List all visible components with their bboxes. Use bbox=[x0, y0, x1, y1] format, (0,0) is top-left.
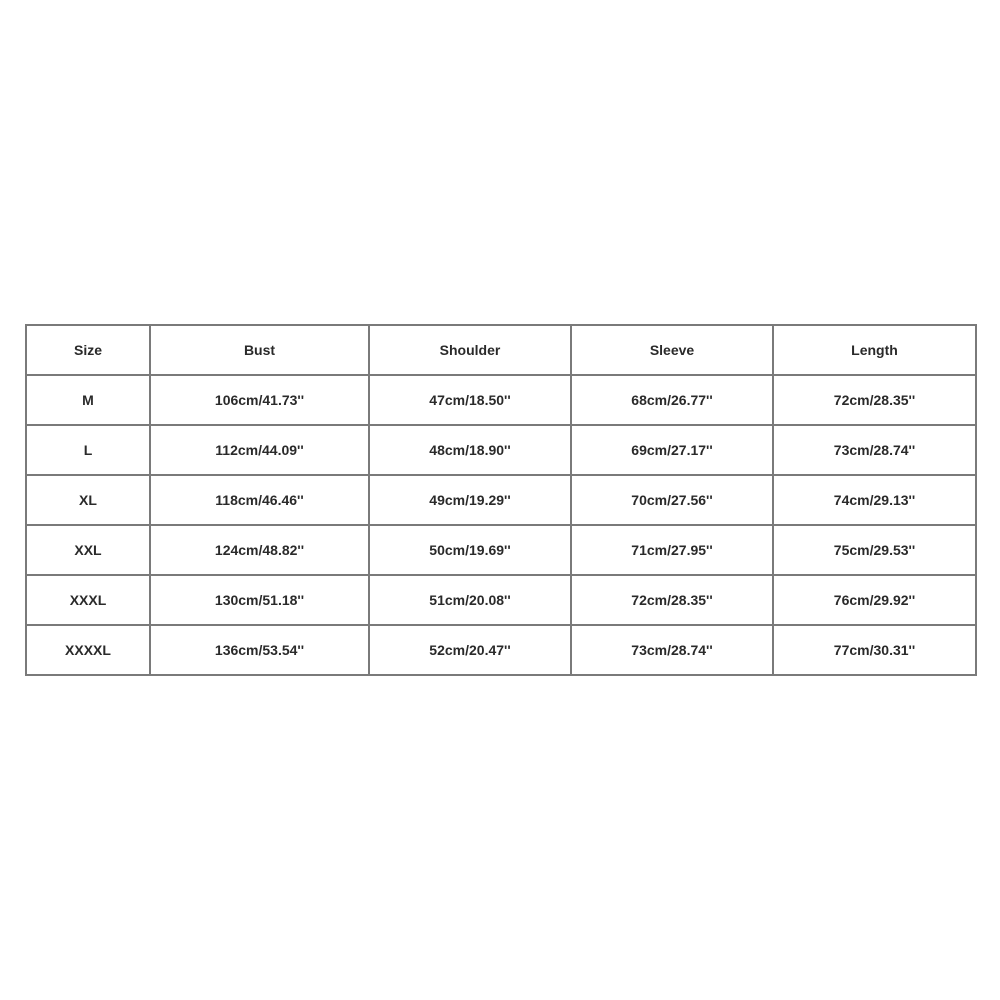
cell-bust: 130cm/51.18'' bbox=[150, 575, 369, 625]
cell-length: 73cm/28.74'' bbox=[773, 425, 976, 475]
cell-sleeve: 71cm/27.95'' bbox=[571, 525, 773, 575]
cell-sleeve: 69cm/27.17'' bbox=[571, 425, 773, 475]
table-row bbox=[26, 475, 976, 525]
table-row bbox=[26, 575, 976, 625]
cell-size: M bbox=[26, 375, 150, 425]
cell-bust: 136cm/53.54'' bbox=[150, 625, 369, 675]
table-row bbox=[26, 625, 976, 675]
cell-size: XL bbox=[26, 475, 150, 525]
header-sleeve: Sleeve bbox=[571, 325, 773, 375]
cell-size: L bbox=[26, 425, 150, 475]
cell-shoulder: 47cm/18.50'' bbox=[369, 375, 571, 425]
cell-bust: 112cm/44.09'' bbox=[150, 425, 369, 475]
cell-shoulder: 49cm/19.29'' bbox=[369, 475, 571, 525]
cell-shoulder: 48cm/18.90'' bbox=[369, 425, 571, 475]
cell-length: 76cm/29.92'' bbox=[773, 575, 976, 625]
cell-sleeve: 73cm/28.74'' bbox=[571, 625, 773, 675]
cell-shoulder: 50cm/19.69'' bbox=[369, 525, 571, 575]
header-length: Length bbox=[773, 325, 976, 375]
cell-size: XXXXL bbox=[26, 625, 150, 675]
cell-length: 72cm/28.35'' bbox=[773, 375, 976, 425]
table-row bbox=[26, 425, 976, 475]
cell-sleeve: 68cm/26.77'' bbox=[571, 375, 773, 425]
cell-bust: 106cm/41.73'' bbox=[150, 375, 369, 425]
cell-length: 77cm/30.31'' bbox=[773, 625, 976, 675]
cell-length: 74cm/29.13'' bbox=[773, 475, 976, 525]
header-size: Size bbox=[26, 325, 150, 375]
cell-size: XXXL bbox=[26, 575, 150, 625]
header-shoulder: Shoulder bbox=[369, 325, 571, 375]
cell-shoulder: 52cm/20.47'' bbox=[369, 625, 571, 675]
header-bust: Bust bbox=[150, 325, 369, 375]
cell-sleeve: 72cm/28.35'' bbox=[571, 575, 773, 625]
size-chart-table bbox=[25, 324, 977, 676]
table-row bbox=[26, 525, 976, 575]
table-header-row bbox=[26, 325, 976, 375]
cell-bust: 118cm/46.46'' bbox=[150, 475, 369, 525]
cell-length: 75cm/29.53'' bbox=[773, 525, 976, 575]
cell-bust: 124cm/48.82'' bbox=[150, 525, 369, 575]
cell-sleeve: 70cm/27.56'' bbox=[571, 475, 773, 525]
cell-size: XXL bbox=[26, 525, 150, 575]
cell-shoulder: 51cm/20.08'' bbox=[369, 575, 571, 625]
table-row bbox=[26, 375, 976, 425]
